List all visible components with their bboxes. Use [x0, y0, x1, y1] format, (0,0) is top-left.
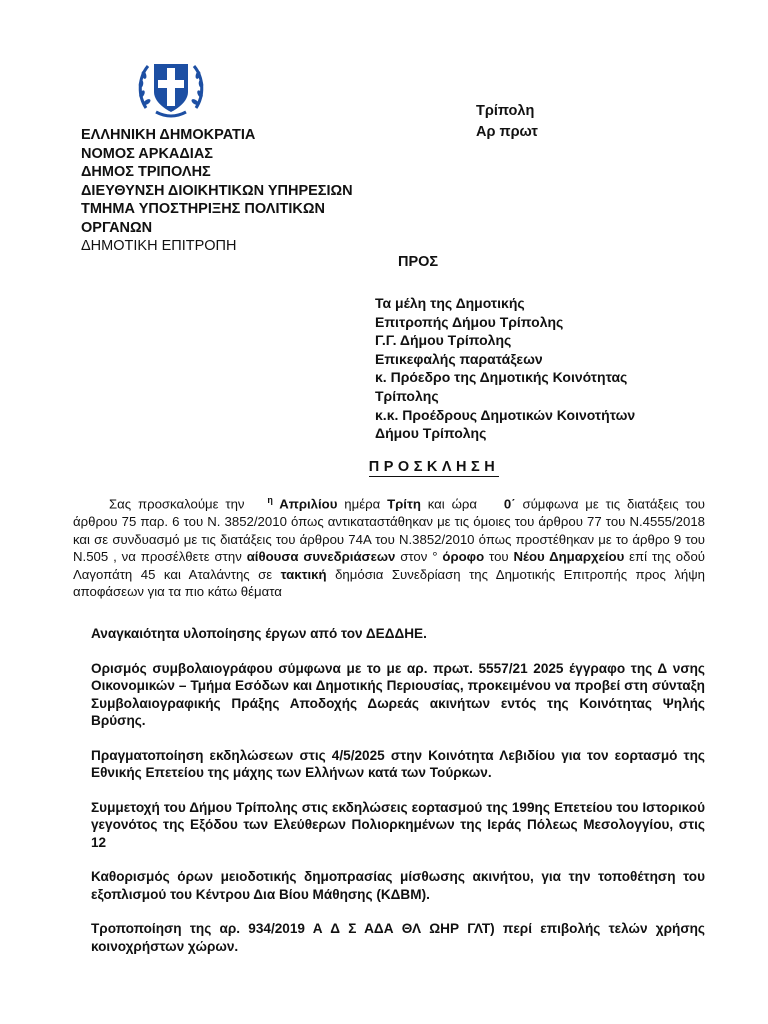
meeting-day: Τρίτη [387, 496, 421, 512]
para-text: Σας προσκαλούμε την [109, 496, 252, 512]
agenda-list [91, 625, 705, 972]
to-label: ΠΡΟΣ [398, 254, 439, 270]
meeting-floor: όροφο [442, 549, 485, 565]
agenda-item: Αναγκαιότητα υλοποίησης έργων από τον ΔΕΔΔΗΕ. [91, 626, 427, 641]
invitation-paragraph [73, 492, 705, 601]
meeting-time: 0΄ [503, 496, 516, 512]
protocol-label: Αρ πρωτ [476, 124, 538, 140]
header-line: ΝΟΜΟΣ ΑΡΚΑΔΙΑΣ [81, 145, 214, 162]
header-line: ΔΗΜΟΤΙΚΗ ΕΠΙΤΡΟΠΗ [81, 238, 237, 254]
meeting-room: αίθουσα συνεδριάσεων [246, 549, 396, 565]
agenda-item: Πραγματοποίηση εκδηλώσεων στις 4/5/2025 στην Κοινότητα Λεβιδίου για τον εορτασμό της Εθνικής Επετείου της μάχης των Ελλήνων κατά των Τούρκων. [91, 747, 705, 780]
recipient-line: κ. Πρόεδρο της Δημοτικής Κοινότητας [375, 369, 628, 386]
recipient-line: κ.κ. Προέδρους Δημοτικών Κοινοτήτων [375, 406, 636, 423]
para-text: επί της οδού Λαγοπάτη 45 και Αταλάντης σε [73, 549, 705, 582]
agenda-item: Τροποποίηση της αρ. 934/2019 Α Δ Σ ΑΔΑ ΘΛ ΩΗΡ ΓΛΤ) περί επιβολής τελών χρήσης κοινοχρήστων χώρων. [91, 921, 705, 954]
meeting-kind: τακτική [280, 566, 327, 582]
para-text: σύμφωνα με τις διατάξεις του άρθρου 75 παρ. 6 του Ν. 3852/2010 όπως αντικαταστάθηκαν με τις όμοιες του άρθρου 77 του Ν.4555/2018 και σε συνδυασμό με τις διατάξεις του άρθρου 74Α του Ν.3852/2010 όπως προστέθηκαν με το άρθρο 9 του Ν.505 , να προσέλθετε στην [73, 496, 706, 565]
place-date-block [476, 101, 538, 143]
recipient-line: Επιτροπής Δήμου Τρίπολης [375, 313, 564, 330]
recipient-line: Τρίπολης [375, 387, 439, 404]
greek-coat-of-arms-icon [134, 50, 208, 124]
para-text: και ώρα [420, 496, 484, 512]
para-text: ημέρα [344, 496, 388, 512]
recipient-line: Δήμου Τρίπολης [375, 425, 487, 442]
invitation-title [0, 459, 768, 475]
issuer-header [81, 126, 353, 256]
header-line: ΤΜΗΜΑ ΥΠΟΣΤΗΡΙΞΗΣ ΠΟΛΙΤΙΚΩΝ [81, 201, 325, 217]
agenda-item: Συμμετοχή του Δήμου Τρίπολης στις εκδηλώσεις εορτασμού της 199ης Επετείου του Ιστορικού γεγονότος της Εξόδου των Ελεύθερων Πολιορκημένων της Ιεράς Πόλεως Μεσολογγίου, στις 12 [91, 799, 705, 850]
header-line: ΔΙΕΥΘΥΝΣΗ ΔΙΟΙΚΗΤΙΚΩΝ ΥΠΗΡΕΣΙΩΝ [81, 182, 353, 199]
header-line: ΕΛΛΗΝΙΚΗ ΔΗΜΟΚΡΑΤΙΑ [81, 127, 256, 143]
recipient-line: Τα μέλη της Δημοτικής [375, 295, 525, 311]
ordinal-sup: η [267, 495, 273, 505]
city-label: Τρίπολη [476, 103, 535, 119]
meeting-month: Απριλίου [272, 496, 345, 512]
agenda-item: Καθορισμός όρων μειοδοτικής δημοπρασίας μίσθωσης ακινήτου, για την τοποθέτηση του εξοπλισμού του Κέντρου Δια Βίου Μάθησης (ΚΔΒΜ). [91, 869, 705, 902]
para-text: δημόσια Συνεδρίαση της Δημοτικής Επιτροπής προς λήψη αποφάσεων για τα πιο κάτω θέματα [73, 566, 705, 600]
recipient-line: Επικεφαλής παρατάξεων [375, 350, 543, 367]
meeting-building: Νέου Δημαρχείου [513, 549, 625, 565]
para-text: του [484, 549, 514, 565]
agenda-item: Ορισμός συμβολαιογράφου σύμφωνα με το με αρ. πρωτ. 5557/21 2025 έγγραφο της Δ νσης Οικονομικών – Τμήμα Εσόδων και Δημοτικής Περιουσίας, προκειμένου να προβεί στη σύνταξη Συμβολαιογραφικής Πράξης Αποδοχής Δωρεάς ακινήτων εντός της Κοινότητας Ψηλής Βρύσης. [91, 660, 705, 728]
recipients-list [375, 294, 635, 443]
recipient-line: Γ.Γ. Δήμου Τρίπολης [375, 332, 512, 349]
para-text: στον ° [395, 549, 443, 565]
invitation-title-text: ΠΡΟΣΚΛΗΣΗ [368, 459, 500, 475]
header-line: ΔΗΜΟΣ ΤΡΙΠΟΛΗΣ [81, 164, 211, 180]
header-line: ΟΡΓΑΝΩΝ [81, 219, 153, 236]
